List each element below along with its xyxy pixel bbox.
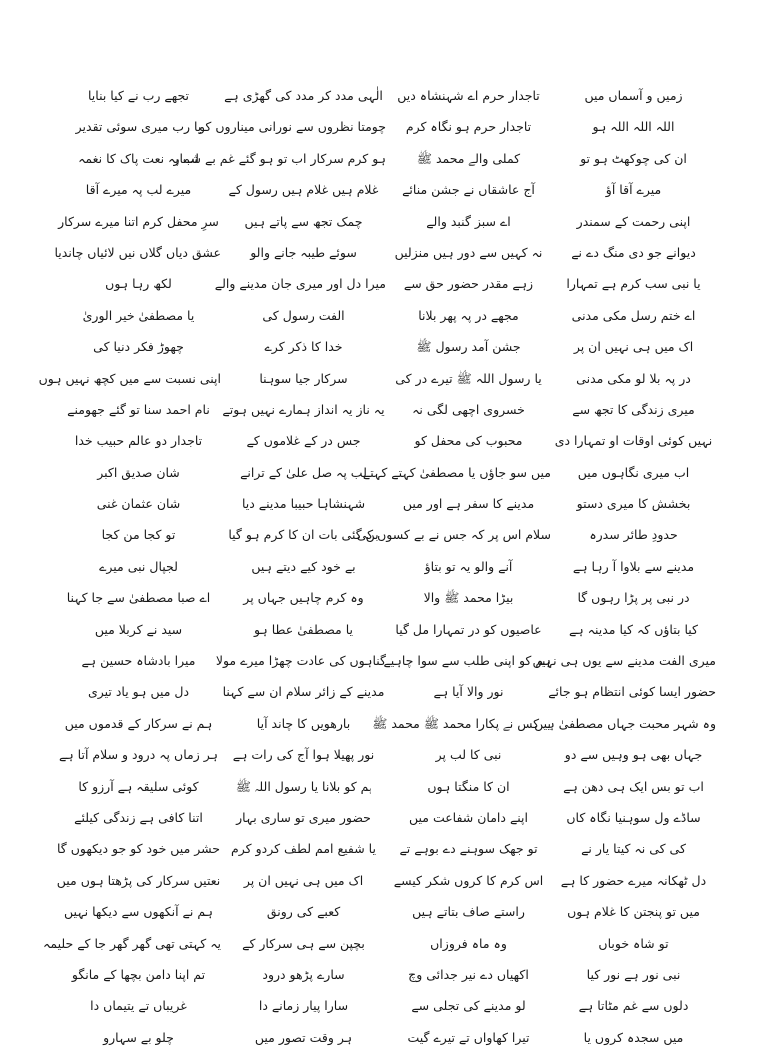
- title-entry: حشر میں خود کو جو دیکھوں گا: [56, 841, 221, 857]
- column-3: [356, 80, 551, 1053]
- title-entry: سوئے طیبہ جانے والو: [250, 244, 357, 260]
- title-entry: سارے پڑھو درود: [262, 966, 345, 982]
- title-entry: عشق دیاں گلاں نیں لائیاں چاندیا: [54, 244, 221, 260]
- title-entry: اے سبز گنبد والے: [426, 213, 511, 229]
- title-entry: ساڈے ول سوہنیا نگاہ کاں: [566, 809, 701, 825]
- title-entry: دلوں سے غم مٹاتا ہے: [578, 998, 689, 1014]
- title-entry: ہر زماں پہ درود و سلام آتا ہے: [59, 747, 218, 763]
- title-entry: نہ کہیں سے دور ہیں منزلیں: [394, 244, 543, 260]
- title-entry: اس کرم کا کروں شکر کیسے: [393, 872, 544, 888]
- title-entry: اک میں ہی نہیں ان پر: [573, 339, 694, 355]
- title-entry: میرے آقا آؤ: [605, 182, 662, 198]
- title-entry: تاجدار حرم اے شہنشاہ دیں: [397, 88, 540, 103]
- title-entry: ہر وقت تصور میں: [254, 1029, 353, 1045]
- title-entry: میرے لب پہ میرے آقا: [85, 182, 192, 198]
- title-entry: میری زندگی کا تجھ سے: [572, 401, 695, 417]
- title-entry: عاصیوں کو در تمہارا مل گیا: [395, 621, 542, 637]
- title-entry: اک میں ہی نہیں ان پر: [243, 872, 364, 888]
- title-entry: شان عثمان غنی: [96, 496, 181, 512]
- title-entry: اے صبا مصطفیٰ سے جا کہنا: [66, 590, 211, 606]
- column-1: [38, 80, 221, 1053]
- column-2: [173, 80, 386, 1053]
- title-entry: یا شفیع امم لطف کردو کرم: [231, 841, 376, 857]
- title-entry: آنے والو یہ تو بتاؤ: [424, 558, 513, 574]
- title-entry: غلام ہیں غلام ہیں رسول کے: [228, 182, 379, 198]
- title-entry: در نبی پر پڑا رہوں گا: [577, 590, 690, 606]
- title-entry: نور پھیلا ہوا آج کی رات ہے: [232, 747, 375, 763]
- title-entry: بن گئی بات ان کا کرم ہو گیا: [228, 527, 379, 543]
- title-entry: یہ کہتی تھی گھر گھر جا کے حلیمہ: [43, 935, 221, 951]
- title-entry: لب پہ صل علیٰ کے ترانے: [240, 464, 367, 480]
- title-entry: چھوڑ فکر دنیا کی: [93, 339, 184, 355]
- title-entry: میں سجدہ کروں یا: [583, 1029, 684, 1045]
- title-entry: دل میں ہو یاد تیری: [87, 684, 190, 700]
- title-entry: کیا بتاؤں کہ کیا مدینہ ہے: [569, 621, 698, 637]
- title-entry: تیرا کھاواں تے تیرے گیت: [407, 1029, 530, 1045]
- title-entry: وہ کرم چاہیں جہاں پر: [243, 590, 364, 606]
- title-entry: چلو بے سہارو: [103, 1029, 174, 1045]
- title-entry: جہاں بھی ہو وہیں سے دو: [564, 747, 703, 763]
- title-entry: نور والا آیا ہے: [433, 684, 504, 700]
- title-entry: کی کی نہ کیتا یار نے: [581, 841, 686, 857]
- title-entry: الفت رسول کی: [262, 307, 345, 323]
- title-entry: آج عاشقاں نے جشن منائے: [402, 182, 535, 198]
- title-entry: یا رسول اللہ ﷺ تیرے در کی: [395, 370, 542, 386]
- title-entry: جشن آمد رسول ﷺ: [416, 339, 521, 355]
- title-entry: میرا دل اور میری جان مدینے والے: [214, 276, 386, 292]
- title-entry: ان کا منگتا ہوں: [427, 778, 510, 794]
- title-entry: بے خود کیے دیتے ہیں: [251, 558, 356, 574]
- title-entry: نبی نور ہے نور کیا: [586, 966, 681, 982]
- title-entry: یا نبی سب کرم ہے تمہارا: [566, 276, 701, 292]
- title-entry: نہیں کوئی اوقات او تمہارا دی: [554, 433, 713, 449]
- title-entry: شہنشاہا حبیبا مدینے دیا: [241, 496, 366, 512]
- title-entry: یا مصطفیٰ عطا ہو: [253, 621, 354, 637]
- title-entry: اپنی نسبت سے میں کچھ نہیں ہوں: [38, 370, 221, 386]
- title-entry: ہم کو بلانا یا رسول اللہ ﷺ: [235, 778, 372, 794]
- title-entry: اے ختم رسل مکی مدنی: [571, 307, 696, 323]
- title-entry: سرکار جیا سوہنا: [259, 370, 348, 386]
- title-entry: ہم نے سرکار کے قدموں میں: [64, 715, 213, 731]
- title-entry: نام احمد سنا تو گئے جھومنے: [67, 401, 210, 417]
- title-entry: مدینے کا سفر ہے اور میں: [402, 496, 535, 512]
- title-entry: لکھ رہا ہوں: [105, 276, 172, 292]
- title-entry: در پہ بلا لو مکی مدنی: [576, 370, 691, 386]
- title-entry: تم اپنا دامن بچھا کے مانگو: [71, 966, 206, 982]
- title-entry: جس در کے غلاموں کے: [246, 433, 361, 449]
- title-entry: غریباں تے یتیماں دا: [90, 998, 187, 1014]
- title-entry: کملی والے محمد ﷺ: [416, 150, 521, 166]
- title-entry: وہ شہر محبت جہاں مصطفیٰ ہیں: [534, 715, 716, 731]
- title-entry: اب تو بس ایک ہی دھن ہے: [563, 778, 704, 794]
- title-entry: یہ ناز یہ انداز ہمارے نہیں ہوتے: [222, 401, 385, 417]
- title-entry: یا رب میری سوئی تقدیر: [75, 119, 202, 135]
- title-entry: راستے صاف بتاتے ہیں: [412, 904, 525, 920]
- title-entry: اتنا کافی ہے زندگی کیلئے: [74, 809, 203, 825]
- title-entry: مجھے در پہ پھر بلانا: [418, 307, 519, 323]
- title-entry: اپنی رحمت کے سمندر: [576, 213, 691, 229]
- title-entry: چومتا نظروں سے نورانی میناروں کو: [198, 119, 386, 135]
- title-entry: وہ ماہ فروزاں: [430, 935, 507, 951]
- title-entry: کعبے کی رونق: [266, 904, 341, 920]
- title-entry: شان صدیق اکبر: [97, 464, 180, 480]
- column-4: [532, 80, 716, 1053]
- title-entry: اللہ اللہ اللہ ہو: [592, 119, 675, 135]
- title-entry: میں تو پنجتن کا غلام ہوں: [567, 904, 700, 920]
- title-entry: بچپن سے ہی سرکار کے: [242, 935, 365, 951]
- title-entry: سارا پیار زمانے دا: [258, 998, 349, 1014]
- title-entry: خدا کا ذکر کرے: [264, 339, 343, 355]
- title-entry: ہو کرم سرکار اب تو ہو گئے غم بے شمار: [173, 150, 386, 166]
- title-entry: تو جھک سوہنے دے بوہے تے: [399, 841, 538, 857]
- title-entry: دل ٹھکانہ میرے حضور کا ہے: [560, 872, 707, 888]
- title-entry: گناہوں کی عادت چھڑا میرے مولا: [215, 653, 386, 669]
- title-entry: بیڑا محمد ﷺ والا: [423, 590, 514, 606]
- title-entry: ان کی چوکھٹ ہو تو: [580, 150, 687, 166]
- title-entry: نعتیں سرکار کی پڑھتا ہوں میں: [56, 872, 221, 888]
- title-entry: میرا بادشاہ حسین ہے: [81, 653, 196, 669]
- title-entry: خسروی اچھی لگی نہ: [412, 401, 525, 417]
- title-entry: حضور میری تو ساری بہار: [236, 809, 371, 825]
- title-entry: دیوانے جو دی منگ دے نے: [571, 244, 696, 260]
- title-entry: زمیں و آسماں میں: [584, 88, 683, 103]
- title-entry: چمک تجھ سے پاتے ہیں: [244, 213, 363, 229]
- title-entry: ہم نے آنکھوں سے دیکھا نہیں: [64, 904, 213, 920]
- title-entry: یہ کس نے پکارا محمد ﷺ محمد ﷺ: [372, 715, 551, 731]
- title-entry: لجپال نبی میرے: [99, 558, 178, 574]
- title-entry: لو مدینے کی تجلی سے: [411, 998, 526, 1014]
- title-entry: بخشش کا میری دستو: [576, 496, 691, 512]
- title-entry: مدینے کے زائر سلام ان سے کہنا: [222, 684, 385, 700]
- title-entry: لب پہ نعت پاک کا نغمہ: [78, 150, 199, 166]
- title-entry: تو کجا من کجا: [101, 527, 176, 543]
- title-entry: سلام اس پر کہ جس نے بے کسوں کی: [356, 527, 551, 543]
- title-entry: مدینے سے بلاوا آ رہا ہے: [572, 558, 695, 574]
- title-entry: سرِ محفل کرم اتنا میرے سرکار: [58, 213, 219, 229]
- title-entry: ہم کو اپنی طلب سے سوا چاہیے: [383, 653, 551, 669]
- title-entry: یا مصطفیٰ خیر الوریٰ: [82, 307, 195, 323]
- title-entry: کوئی سلیقہ ہے آرزو کا: [78, 778, 199, 794]
- title-entry: تجھے رب نے کیا بنایا: [87, 88, 189, 103]
- title-entry: نبی کا لب پر: [435, 747, 502, 763]
- title-entry: الٰہی مدد کر مدد کی گھڑی ہے: [224, 88, 383, 103]
- title-entry: میں سو جاؤں یا مصطفیٰ کہتے کہتے: [362, 464, 551, 480]
- title-entry: اپنے دامان شفاعت میں: [408, 809, 528, 825]
- title-entry: حضور ایسا کوئی انتظام ہو جائے: [548, 684, 716, 700]
- title-entry: حدودِ طائر سدرہ: [589, 527, 678, 543]
- title-entry: محبوب کی محفل کو: [414, 433, 523, 449]
- title-entry: تاجدار دو عالم حبیب خدا: [74, 433, 203, 449]
- title-entry: اب میری نگاہوں میں: [577, 464, 690, 480]
- title-entry: تو شاہ خوباں: [598, 935, 669, 951]
- title-grid: [38, 80, 716, 1053]
- title-entry: زہے مقدر حضور حق سے: [403, 276, 534, 292]
- title-entry: سید نے کربلا میں: [94, 621, 183, 637]
- title-entry: میری الفت مدینے سے یوں ہی نہیں: [532, 653, 716, 669]
- title-entry: بارھویں کا چاند آیا: [256, 715, 351, 731]
- title-entry: اکھیاں دے نیر جدائی وچ: [408, 966, 529, 982]
- title-entry: تاجدار حرم ہو نگاہ کرم: [405, 119, 532, 135]
